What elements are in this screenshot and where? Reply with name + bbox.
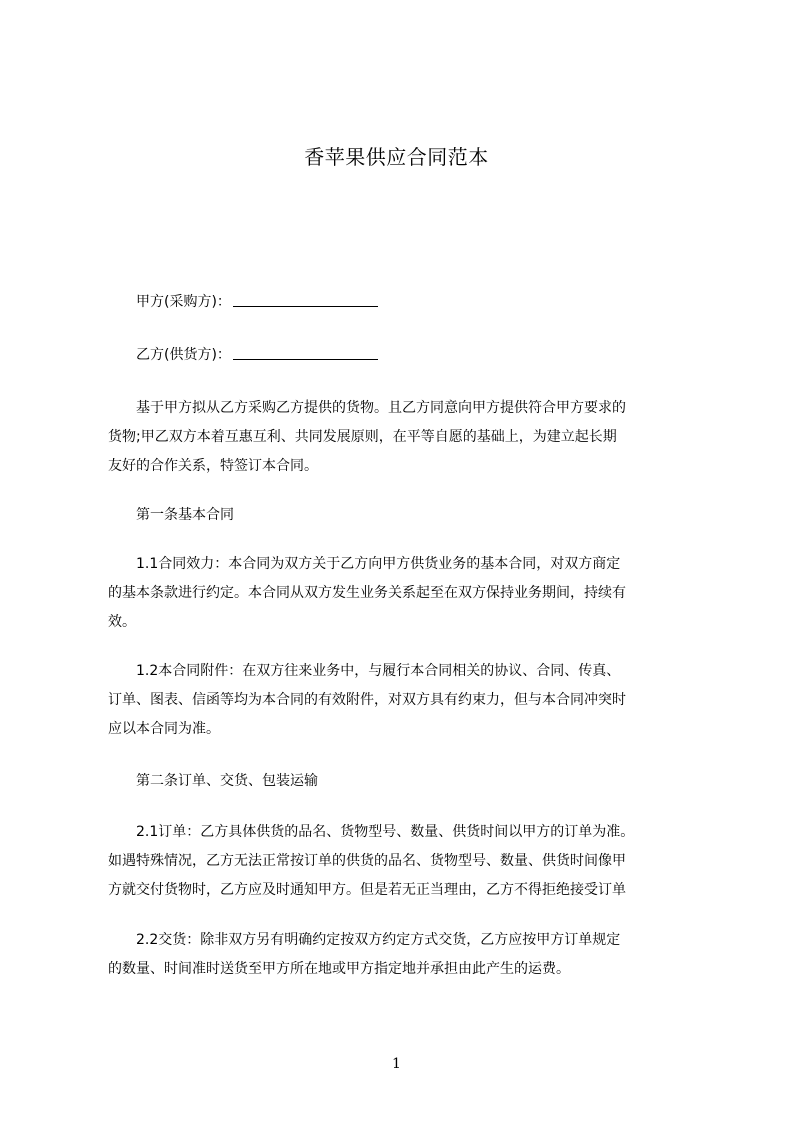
document-title: 香苹果供应合同范本 <box>304 145 489 169</box>
party-b-label: 乙方(供货方)： <box>136 347 231 363</box>
article-1-heading: 第一条基本合同 <box>136 507 234 523</box>
party-a-label: 甲方(采购方)： <box>136 294 231 310</box>
article-2-heading: 第二条订单、交货、包装运输 <box>136 773 318 789</box>
clause-line: 2.2交货：除非双方另有明确约定按双方约定方式交货，乙方应按甲方订单规定 <box>136 932 621 948</box>
clause-line: 效。 <box>108 614 136 630</box>
clause-line: 应以本合同为准。 <box>108 721 220 737</box>
clause-line: 的基本条款进行约定。本合同从双方发生业务关系起至在双方保持业务期间，持续有 <box>108 585 626 601</box>
clause-line: 1.1合同效力：本合同为双方关于乙方向甲方供货业务的基本合同，对双方商定 <box>136 556 621 572</box>
intro-line: 友好的合作关系，特签订本合同。 <box>108 458 318 474</box>
clause-line: 2.1订单：乙方具体供货的品名、货物型号、数量、供货时间以甲方的订单为准。 <box>136 824 635 840</box>
clause-line: 1.2本合同附件：在双方往来业务中，与履行本合同相关的协议、合同、传真、 <box>136 663 621 679</box>
party-a-field <box>108 292 728 311</box>
intro-line: 货物;甲乙双方本着互惠互利、共同发展原则，在平等自愿的基础上，为建立起长期 <box>108 429 617 445</box>
intro-paragraph <box>108 394 700 481</box>
page-number: 1 <box>392 1056 401 1072</box>
clause-1-1 <box>108 550 700 637</box>
party-a-blank <box>233 292 378 307</box>
clause-line: 方就交付货物时，乙方应及时通知甲方。但是若无正当理由，乙方不得拒绝接受订单 <box>108 882 626 898</box>
clause-line: 的数量、时间准时送货至甲方所在地或甲方指定地并承担由此产生的运费。 <box>108 961 570 977</box>
clause-1-2 <box>108 657 700 744</box>
clause-line: 如遇特殊情况，乙方无法正常按订单的供货的品名、货物型号、数量、供货时间像甲 <box>108 853 626 869</box>
intro-line: 基于甲方拟从乙方采购乙方提供的货物。且乙方同意向甲方提供符合甲方要求的 <box>136 400 626 416</box>
party-b-field <box>108 345 728 364</box>
clause-2-1 <box>108 818 700 905</box>
clause-line: 订单、图表、信函等均为本合同的有效附件，对双方具有约束力，但与本合同冲突时 <box>108 692 626 708</box>
clause-2-2 <box>108 926 700 984</box>
party-b-blank <box>233 345 378 360</box>
